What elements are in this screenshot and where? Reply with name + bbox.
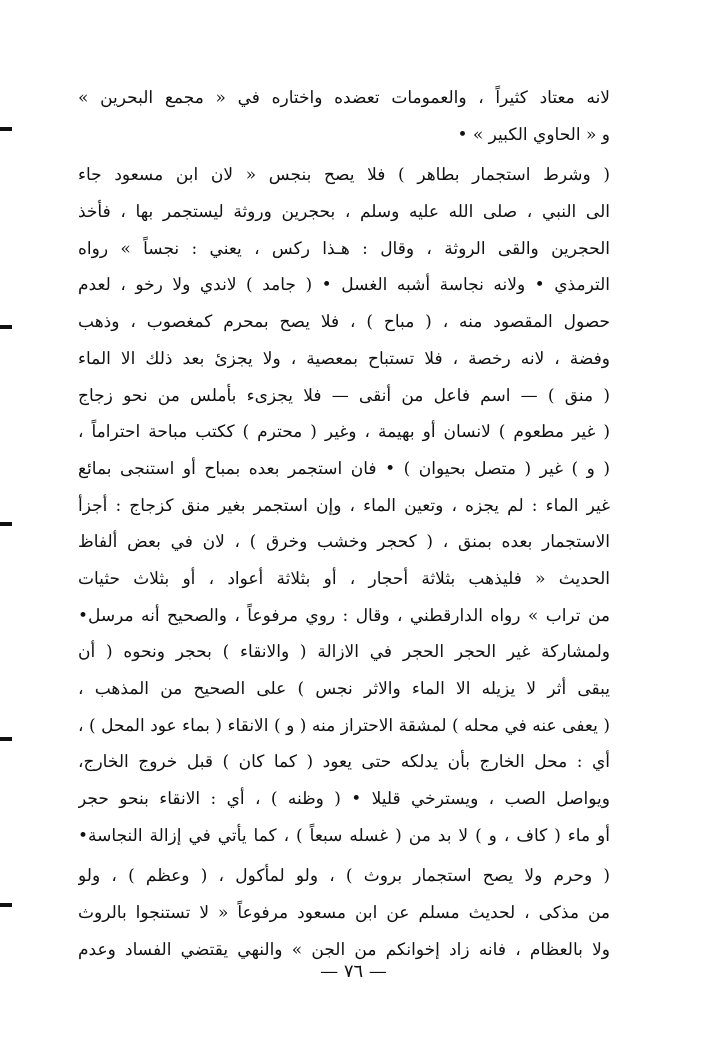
text-line: ( غير مطعوم ) لانسان أو بهيمة ، وغير ( محترم ) ككتب مباحة احتراماً ، bbox=[78, 422, 610, 443]
text-line: غير الماء : لم يجزه ، وتعين الماء ، وإن استجمر بغير منق كزجاج : أجزأ bbox=[78, 495, 610, 516]
text-line: حصول المقصود منه ، ( مباح ) ، فلا يصح بمحرم كمغصوب ، وذهب bbox=[78, 312, 610, 333]
margin-mark bbox=[0, 903, 12, 907]
margin-mark bbox=[0, 127, 12, 131]
text-line: ( و ) غير ( متصل بحيوان ) • فان استجمر بعده بمباح أو استنجى بمائع bbox=[78, 458, 610, 479]
text-line: لانه معتاد كثيراً ، والعمومات تعضده واختاره في « مجمع البحرين » bbox=[78, 88, 610, 108]
text-line: ( منق ) — اسم فاعل من أنقى — فلا يجزىء بأملس من نحو زجاج bbox=[78, 385, 610, 406]
text-line: يبقى أثر لا يزيله الا الماء والاثر نجس ) على الصحيح من المذهب ، bbox=[78, 679, 610, 699]
text-line: ( وحرم ولا يصح استجمار بروث ) ، ولو لمأكول ، ( وعظم ) ، ولو bbox=[78, 866, 610, 887]
body-text bbox=[78, 80, 610, 969]
text-line: من تراب » رواه الدارقطني ، وقال : روي مرفوعاً ، والصحيح أنه مرسل• bbox=[78, 605, 610, 626]
page-number: — ٧٦ — bbox=[320, 961, 387, 982]
text-line: من مذكى ، لحديث مسلم عن ابن مسعود مرفوعاً « لا تستنجوا بالروث bbox=[78, 903, 610, 924]
text-line: الاستجمار بعده بمنق ، ( كحجر وخشب وخرق ) ، لان في بعض ألفاظ bbox=[78, 532, 610, 553]
text-line: ( يعفى عنه في محله ) لمشقة الاحتراز منه ( و ) الانقاء ( بماء عود المحل ) ، bbox=[78, 715, 610, 736]
text-line: الى النبي ، صلى الله عليه وسلم ، بحجرين وروثة ليستجمر بها ، فأخذ bbox=[78, 202, 610, 223]
text-line: و « الحاوي الكبير » • bbox=[457, 124, 610, 145]
text-line: الترمذي • ولانه نجاسة أشبه الغسل • ( جامد ) لاندي ولا رخو ، لعدم bbox=[78, 275, 610, 296]
text-line: الحجرين والقى الروثة ، وقال : هـذا ركس ، يعني : نجساً » رواه bbox=[78, 238, 610, 259]
text-line: الحديث « فليذهب بثلاثة أحجار ، أو بثلاثة أعواد ، أو بثلاث حثيات bbox=[78, 568, 610, 589]
text-line: ولمشاركة غير الحجر الحجر في الازالة ( والانقاء ) بحجر ونحوه ( أن bbox=[78, 642, 610, 663]
text-line: ويواصل الصب ، ويسترخي قليلا • ( وظنه ) ، أي : الانقاء بنحو حجر bbox=[78, 789, 610, 810]
text-line: أي : محل الخارج بأن يدلكه حتى يعود ( كما كان ) قبل خروج الخارج، bbox=[78, 752, 610, 773]
text-line: أو ماء ( كاف ، و ) لا بد من ( غسله سبعاً ) ، كما يأتي في إزالة النجاسة• bbox=[78, 825, 610, 846]
text-line: ( وشرط استجمار بطاهر ) فلا يصح بنجس « لان ابن مسعود جاء bbox=[78, 165, 610, 186]
margin-mark bbox=[0, 522, 12, 526]
text-line: ولا بالعظام ، فانه زاد إخوانكم من الجن » والنهي يقتضي الفساد وعدم bbox=[78, 939, 610, 960]
margin-mark bbox=[0, 737, 12, 741]
margin-mark bbox=[0, 325, 12, 329]
text-line: وفضة ، لانه رخصة ، فلا تستباح بمعصية ، ولا يجزئ بعد ذلك الا الماء bbox=[78, 348, 610, 369]
